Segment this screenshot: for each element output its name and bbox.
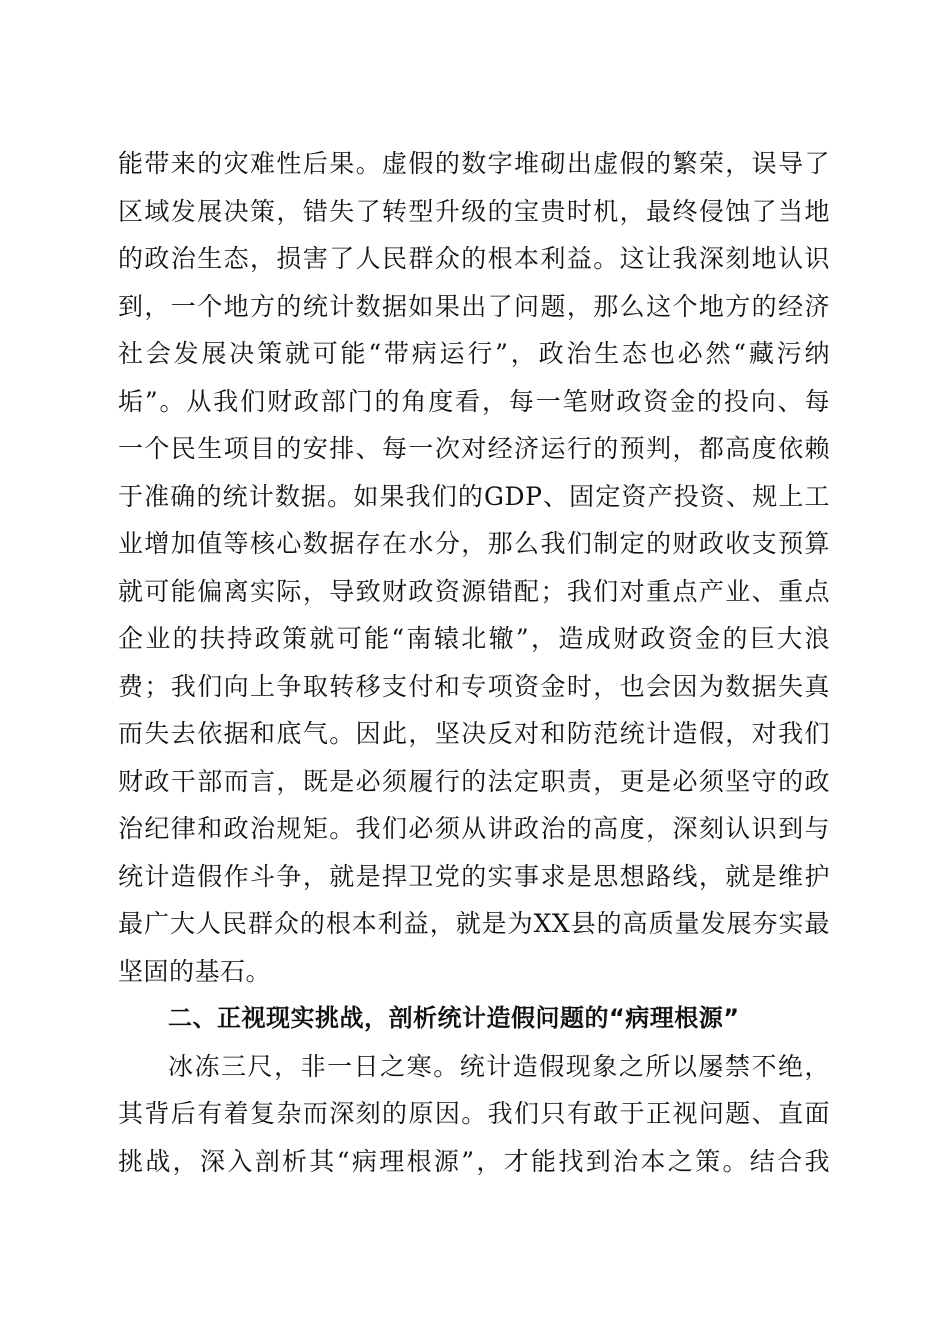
text-line: 而失去依据和底气。因此，坚决反对和防范统计造假，对我们 xyxy=(118,719,830,748)
text-line: 垢”。从我们财政部门的角度看，每一笔财政资金的投向、每 xyxy=(118,386,830,416)
text-line: 治纪律和政治规矩。我们必须从讲政治的高度，深刻认识到与 xyxy=(118,814,830,843)
text-line: 于准确的统计数据。如果我们的GDP、固定资产投资、规上工 xyxy=(118,481,830,511)
text-line: 财政干部而言，既是必须履行的法定职责，更是必须坚守的政 xyxy=(118,766,830,796)
text-line: 费；我们向上争取转移支付和专项资金时，也会因为数据失真 xyxy=(118,671,830,701)
text-line: 企业的扶持政策就可能“南辕北辙”，造成财政资金的巨大浪 xyxy=(118,624,830,653)
text-line: 区域发展决策，错失了转型升级的宝贵时机，最终侵蚀了当地 xyxy=(118,196,830,226)
text-line: 业增加值等核心数据存在水分，那么我们制定的财政收支预算 xyxy=(118,529,830,558)
text-line: 一个民生项目的安排、每一次对经济运行的预判，都高度依赖 xyxy=(118,434,830,463)
text-line: 挑战，深入剖析其“病理根源”，才能找到治本之策。结合我 xyxy=(118,1146,830,1176)
text-line: 统计造假作斗争，就是捍卫党的实事求是思想路线，就是维护 xyxy=(118,861,830,891)
text-line: 到，一个地方的统计数据如果出了问题，那么这个地方的经济 xyxy=(118,291,830,321)
text-line: 冰冻三尺，非一日之寒。统计造假现象之所以屡禁不绝， xyxy=(168,1051,830,1081)
text-line: 能带来的灾难性后果。虚假的数字堆砌出虚假的繁荣，误导了 xyxy=(118,149,830,178)
text-line: 最广大人民群众的根本利益，就是为XX县的高质量发展夯实最 xyxy=(118,909,830,938)
text-line: 其背后有着复杂而深刻的原因。我们只有敢于正视问题、直面 xyxy=(118,1099,830,1128)
text-line: 坚固的基石。 xyxy=(118,956,272,986)
paragraph-1 xyxy=(118,140,830,995)
text-line: 的政治生态，损害了人民群众的根本利益。这让我深刻地认识 xyxy=(118,244,830,273)
text-line: 社会发展决策就可能“带病运行”，政治生态也必然“藏污纳 xyxy=(118,339,830,368)
section-heading: 二、正视现实挑战，剖析统计造假问题的“病理根源” xyxy=(168,1004,740,1032)
text-line: 就可能偏离实际，导致财政资源错配；我们对重点产业、重点 xyxy=(118,576,830,606)
paragraph-2 xyxy=(118,1043,830,1186)
document-body xyxy=(118,140,830,1185)
